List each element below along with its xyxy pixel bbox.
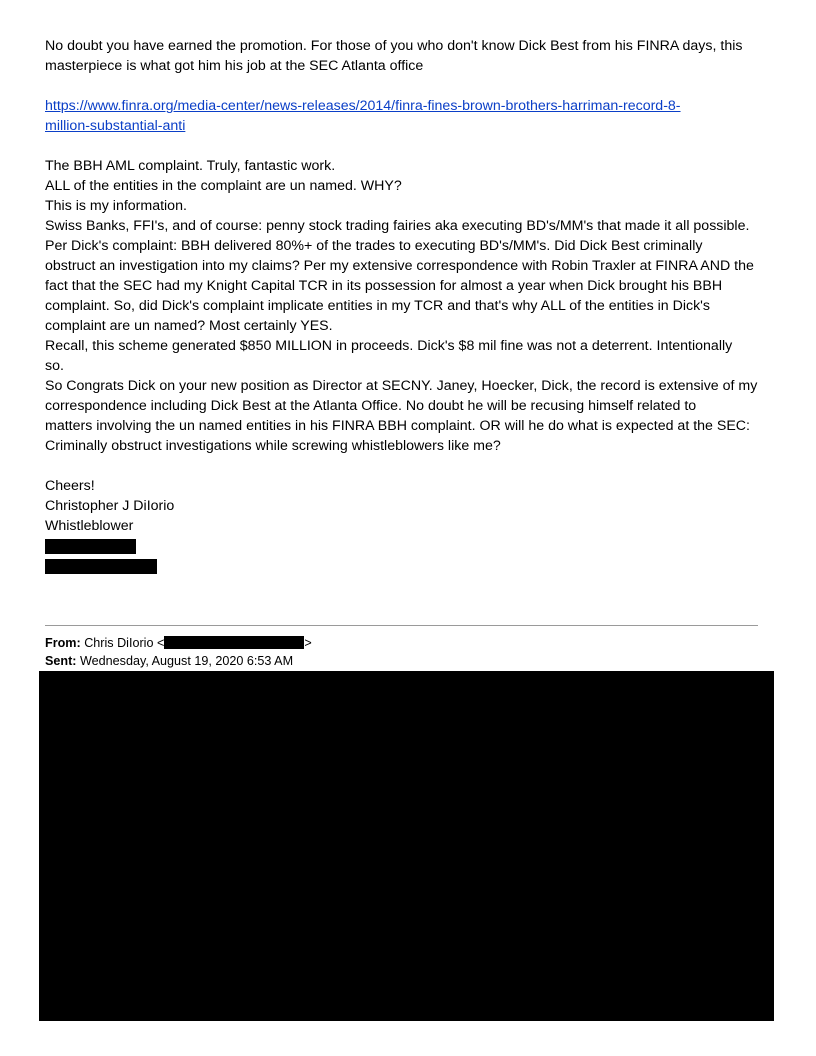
- divider-line: [45, 625, 758, 626]
- body-line: The BBH AML complaint. Truly, fantastic work.: [45, 158, 336, 174]
- body-line: correspondence including Dick Best at the Atlanta Office. No doubt he will be recusing himself related to: [45, 398, 697, 414]
- article-link-line-2[interactable]: million-substantial-anti: [45, 118, 186, 134]
- body-line: So Congrats Dick on your new position as Director at SECNY. Janey, Hoecker, Dick, the record is extensive of my: [45, 378, 758, 394]
- body-line: This is my information.: [45, 198, 187, 214]
- intro-line-2: masterpiece is what got him his job at the SEC Atlanta office: [45, 58, 424, 74]
- redaction-box: [45, 539, 136, 554]
- signature-name: Christopher J DiIorio: [45, 498, 175, 514]
- body-line: matters involving the un named entities in his FINRA BBH complaint. OR will he do what is expected at the SEC:: [45, 418, 750, 434]
- email-sent-row: [45, 653, 293, 669]
- sent-value: Wednesday, August 19, 2020 6:53 AM: [79, 654, 294, 668]
- body-line: obstruct an investigation into my claims? Per my extensive correspondence with Robin Traxler at FINRA AND the: [45, 258, 754, 274]
- body-line: Recall, this scheme generated $850 MILLION in proceeds. Dick's $8 mil fine was not a deterrent. Intentionally: [45, 338, 733, 354]
- from-value: Chris DiIorio <: [84, 636, 165, 650]
- signature-title: Whistleblower: [45, 518, 134, 534]
- body-line: Criminally obstruct investigations while screwing whistleblowers like me?: [45, 438, 501, 454]
- redaction-block: [39, 671, 774, 1021]
- body-paragraph: [45, 156, 780, 456]
- signature-block: [45, 476, 780, 536]
- body-line: Swiss Banks, FFI's, and of course: penny stock trading fairies aka executing BD's/MM's that made it all possible.: [45, 218, 750, 234]
- sent-label: Sent:: [45, 654, 77, 668]
- body-line: complaint. So, did Dick's complaint implicate entities in my TCR and that's why ALL of the entities in Dick's: [45, 298, 710, 314]
- body-line: complaint are un named? Most certainly YES.: [45, 318, 333, 334]
- from-label: From:: [45, 636, 81, 650]
- body-line: ALL of the entities in the complaint are un named. WHY?: [45, 178, 402, 194]
- from-close: >: [304, 636, 312, 650]
- body-line: Per Dick's complaint: BBH delivered 80%+ of the trades to executing BD's/MM's. Did Dick Best criminally: [45, 238, 703, 254]
- article-link[interactable]: [45, 96, 780, 136]
- body-line: so.: [45, 358, 64, 374]
- signature-closing: Cheers!: [45, 478, 95, 494]
- email-from-row: [45, 635, 312, 651]
- body-line: fact that the SEC had my Knight Capital TCR in its possession for almost a year when Dick brought his BBH: [45, 278, 723, 294]
- redaction-box: [45, 559, 157, 574]
- intro-line-1: No doubt you have earned the promotion. For those of you who don't know Dick Best from his FINRA days, this: [45, 38, 743, 54]
- article-link-line-1[interactable]: https://www.finra.org/media-center/news-releases/2014/finra-fines-brown-brothers-harriman-record-8-: [45, 98, 681, 114]
- intro-paragraph: [45, 36, 780, 76]
- redaction-box: [164, 636, 304, 649]
